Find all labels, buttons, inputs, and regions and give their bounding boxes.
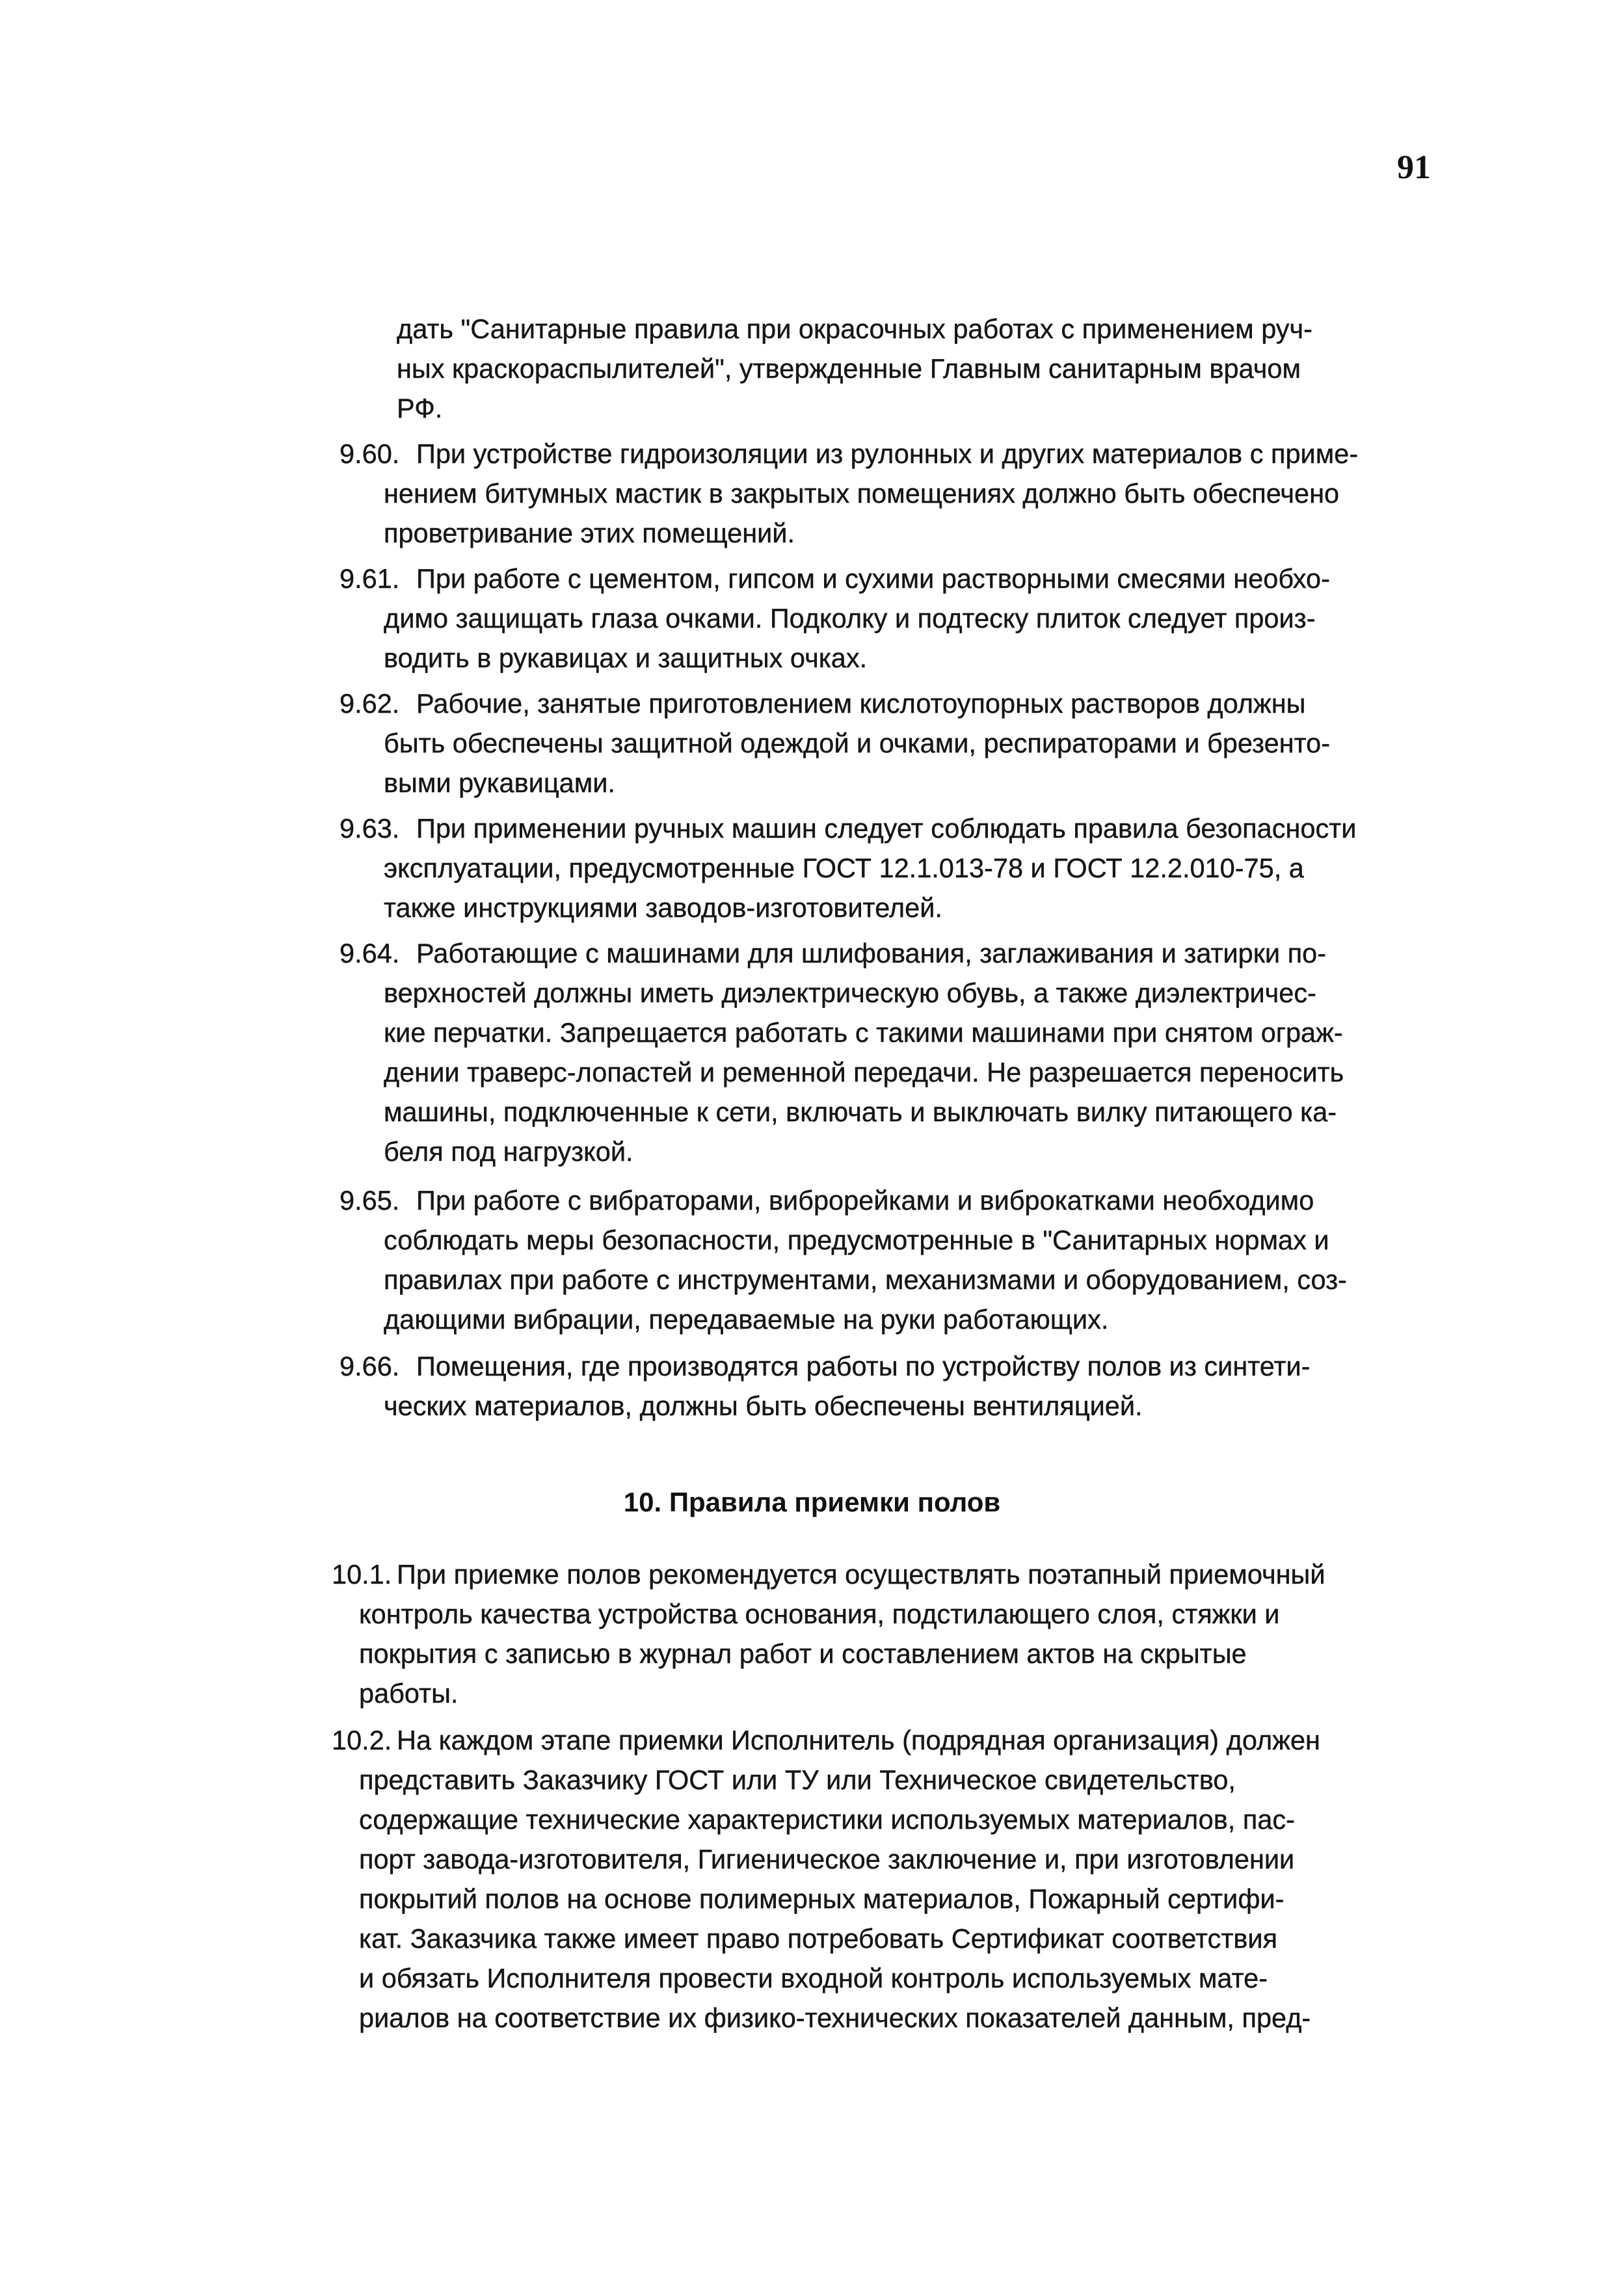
clause-line: покрытия с записью в журнал работ и составлением актов на скрытые	[359, 1638, 1247, 1669]
clause-line: Помещения, где производятся работы по устройству полов из синтети-	[416, 1351, 1311, 1381]
paragraph-line: ных краскораспылителей", утвержденные Главным санитарным врачом	[397, 353, 1301, 384]
clause-line: нением битумных мастик в закрытых помещениях должно быть обеспечено	[384, 478, 1340, 509]
clause-number: 9.60.	[339, 438, 400, 469]
clause-line: порт завода-изготовителя, Гигиеническое заключение и, при изготовлении	[359, 1844, 1295, 1874]
clause-line: контроль качества устройства основания, подстилающего слоя, стяжки и	[359, 1599, 1280, 1629]
clause-number: 9.65.	[339, 1185, 400, 1216]
clause-line: дающими вибрации, передаваемые на руки работающих.	[384, 1304, 1109, 1335]
clause-number: 10.1.	[332, 1559, 392, 1590]
clause-line: кие перчатки. Запрещается работать с такими машинами при снятом ограж-	[384, 1017, 1343, 1048]
clause-line: димо защищать глаза очками. Подколку и подтеску плиток следует произ-	[384, 603, 1316, 633]
clause-line: кат. Заказчика также имеет право потребовать Сертификат соответствия	[359, 1923, 1278, 1954]
clause-line: Работающие с машинами для шлифования, заглаживания и затирки по-	[416, 938, 1327, 968]
clause-line: На каждом этапе приемки Исполнитель (подрядная организация) должен	[397, 1725, 1320, 1755]
section-heading	[0, 1489, 1624, 1516]
clause-line: При приемке полов рекомендуется осуществлять поэтапный приемочный	[397, 1559, 1325, 1590]
clause-line: ческих материалов, должны быть обеспечены вентиляцией.	[384, 1390, 1143, 1421]
clause-number: 9.66.	[339, 1351, 400, 1381]
clause-line: проветривание этих помещений.	[384, 518, 795, 548]
paragraph-line: РФ.	[397, 393, 443, 423]
paragraph-line: дать "Санитарные правила при окрасочных работах с применением руч-	[397, 313, 1313, 344]
clause-line: верхностей должны иметь диэлектрическую обувь, а также диэлектричес-	[384, 978, 1316, 1008]
clause-line: содержащие технические характеристики используемых материалов, пас-	[359, 1804, 1295, 1835]
clause-line: дении траверс-лопастей и ременной передачи. Не разрешается переносить	[384, 1057, 1344, 1087]
clause-line: При устройстве гидроизоляции из рулонных и других материалов с приме-	[416, 438, 1359, 469]
clause-number: 9.61.	[339, 563, 400, 594]
clause-line: покрытий полов на основе полимерных материалов, Пожарный сертифи-	[359, 1883, 1285, 1914]
clause-line: соблюдать меры безопасности, предусмотренные в "Санитарных нормах и	[384, 1225, 1329, 1255]
clause-line: При применении ручных машин следует соблюдать правила безопасности	[416, 813, 1357, 844]
clause-line: При работе с вибраторами, виброрейками и виброкатками необходимо	[416, 1185, 1314, 1216]
clause-line: эксплуатации, предусмотренные ГОСТ 12.1.013-78 и ГОСТ 12.2.010-75, а	[384, 853, 1304, 883]
clause-line: риалов на соответствие их физико-технических показателей данным, пред-	[359, 2002, 1311, 2033]
clause-line: беля под нагрузкой.	[384, 1136, 633, 1167]
clause-line: выми рукавицами.	[384, 767, 615, 798]
clause-line: водить в рукавицах и защитных очках.	[384, 643, 868, 673]
clause-line: также инструкциями заводов-изготовителей.	[384, 892, 942, 923]
clause-line: правилах при работе с инструментами, механизмами и оборудованием, соз-	[384, 1264, 1347, 1295]
clause-number: 9.63.	[339, 813, 400, 844]
page-number: 91	[1397, 149, 1431, 186]
clause-line: При работе с цементом, гипсом и сухими растворными смесями необхо-	[416, 563, 1330, 594]
clause-line: быть обеспечены защитной одеждой и очками, респираторами и брезенто-	[384, 728, 1331, 758]
clause-line: и обязать Исполнителя провести входной контроль используемых мате-	[359, 1963, 1268, 1993]
section-heading-text: 10. Правила приемки полов	[623, 1487, 1001, 1517]
clause-line: работы.	[359, 1678, 459, 1709]
clause-number: 10.2.	[332, 1725, 392, 1755]
clause-line: Рабочие, занятые приготовлением кислотоупорных растворов должны	[416, 688, 1306, 719]
clause-line: представить Заказчику ГОСТ или ТУ или Техническое свидетельство,	[359, 1764, 1236, 1795]
clause-number: 9.62.	[339, 688, 400, 719]
clause-line: машины, подключенные к сети, включать и выключать вилку питающего ка-	[384, 1097, 1337, 1127]
clause-number: 9.64.	[339, 938, 400, 968]
